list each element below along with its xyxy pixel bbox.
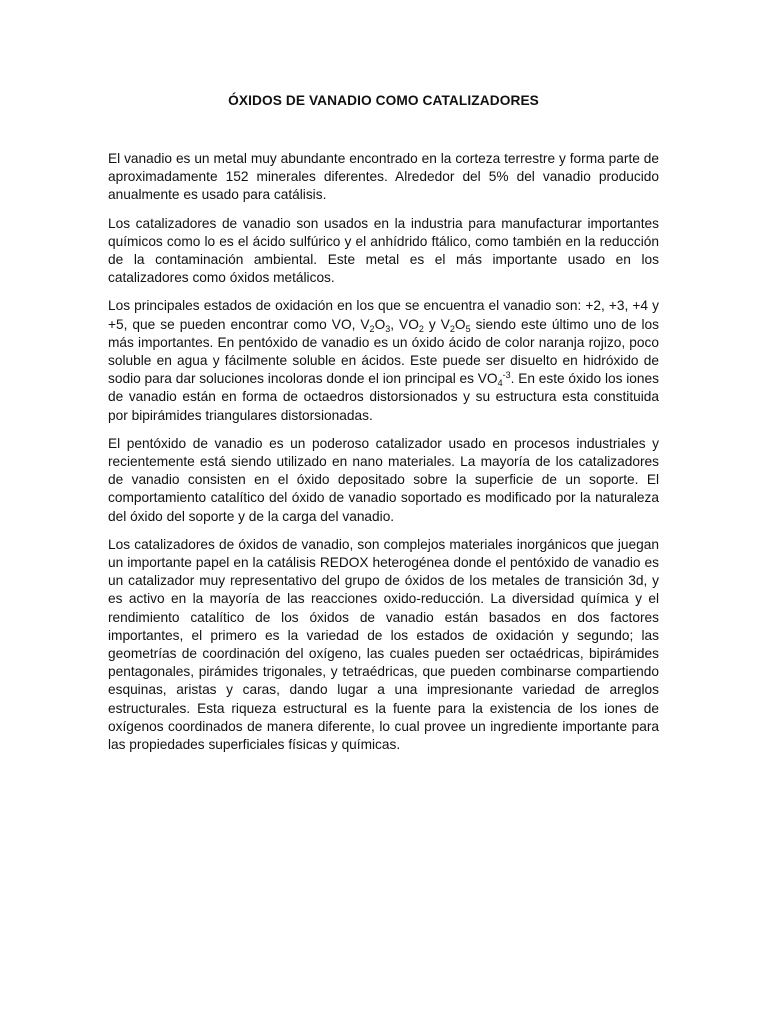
paragraph-3-text-2: O [374,316,386,332]
paragraph-3-text-6: siendo este último uno de los más importantes. En pentóxido de vanadio es un óxido ácido de color naranja rojizo, poco soluble en agua y fácilmente soluble en ácidos. Este puede ser disuelto en hidróxido de sodio para dar soluciones incoloras donde el ion principal es VO [108,316,659,387]
subscript-v2o5-o: 5 [465,323,471,334]
paragraph-3 [108,297,659,424]
paragraph-3-text-4: y V [423,316,450,332]
paragraph-1: El vanadio es un metal muy abundante encontrado en la corteza terrestre y forma parte de aproximadamente 152 minerales diferentes. Alrededor del 5% del vanadio producido anualmente es usado para catálisis. [108,151,659,203]
subscript-v2o5-v: 2 [449,323,455,334]
document-body [108,150,659,754]
paragraph-3-text-3: , VO [390,316,419,332]
paragraph-2: Los catalizadores de vanadio son usados en la industria para manufacturar importantes químicos como lo es el ácido sulfúrico y el anhídrido ftálico, como también en la reducción de la contaminación ambiental. Este metal es el más importante usado en los catalizadores como óxidos metálicos. [108,215,659,286]
subscript-vo2-o: 2 [418,323,424,334]
paragraph-4: El pentóxido de vanadio es un poderoso catalizador usado en procesos industriales y recientemente está siendo utilizado en nano materiales. La mayoría de los catalizadores de vanadio consisten en el óxido depositado sobre la superficie de un soporte. El comportamiento catalítico del óxido de vanadio soportado es modificado por la naturaleza del óxido del soporte y de la carga del vanadio. [108,435,659,524]
document-title: ÓXIDOS DE VANADIO COMO CATALIZADORES [228,93,539,108]
document-page [108,0,659,764]
subscript-v2o3-o: 3 [385,323,391,334]
subscript-v2o3-v: 2 [369,323,375,334]
paragraph-3-text-7: . En este óxido los iones de vanadio están en forma de octaedros distorsionados y su estructura esta constituida por bipirámides triangulares distorsionadas. [108,371,659,423]
paragraph-3-text-5: O [454,316,466,332]
superscript-vo4-charge: -3 [502,370,511,381]
paragraph-5: Los catalizadores de óxidos de vanadio, son complejos materiales inorgánicos que juegan un importante papel en la catálisis REDOX heterogénea donde el pentóxido de vanadio es un catalizador muy representativo del grupo de óxidos de los metales de transición 3d, y es activo en la mayoría de las reacciones oxido-reducción. La diversidad química y el rendimiento catalítico de los óxidos de vanadio están basados en dos factores importantes, el primero es la variedad de los estados de oxidación y segundo; las geometrías de coordinación del oxígeno, las cuales pueden ser octaédricas, bipirámides pentagonales, pirámides trigonales, y tetraédricas, que pueden combinarse compartiendo esquinas, aristas y caras, dando lugar a una impresionante variedad de arreglos estructurales. Esta riqueza estructural es la fuente para la existencia de los iones de oxígenos coordinados de manera diferente, lo cual provee un ingrediente importante para las propiedades superficiales físicas y químicas. [108,536,659,753]
paragraph-3-text-1: Los principales estados de oxidación en los que se encuentra el vanadio son: +2, +3, +4 y +5, que se pueden encontrar como VO, V [108,298,659,332]
subscript-vo4-o: 4 [497,378,503,389]
